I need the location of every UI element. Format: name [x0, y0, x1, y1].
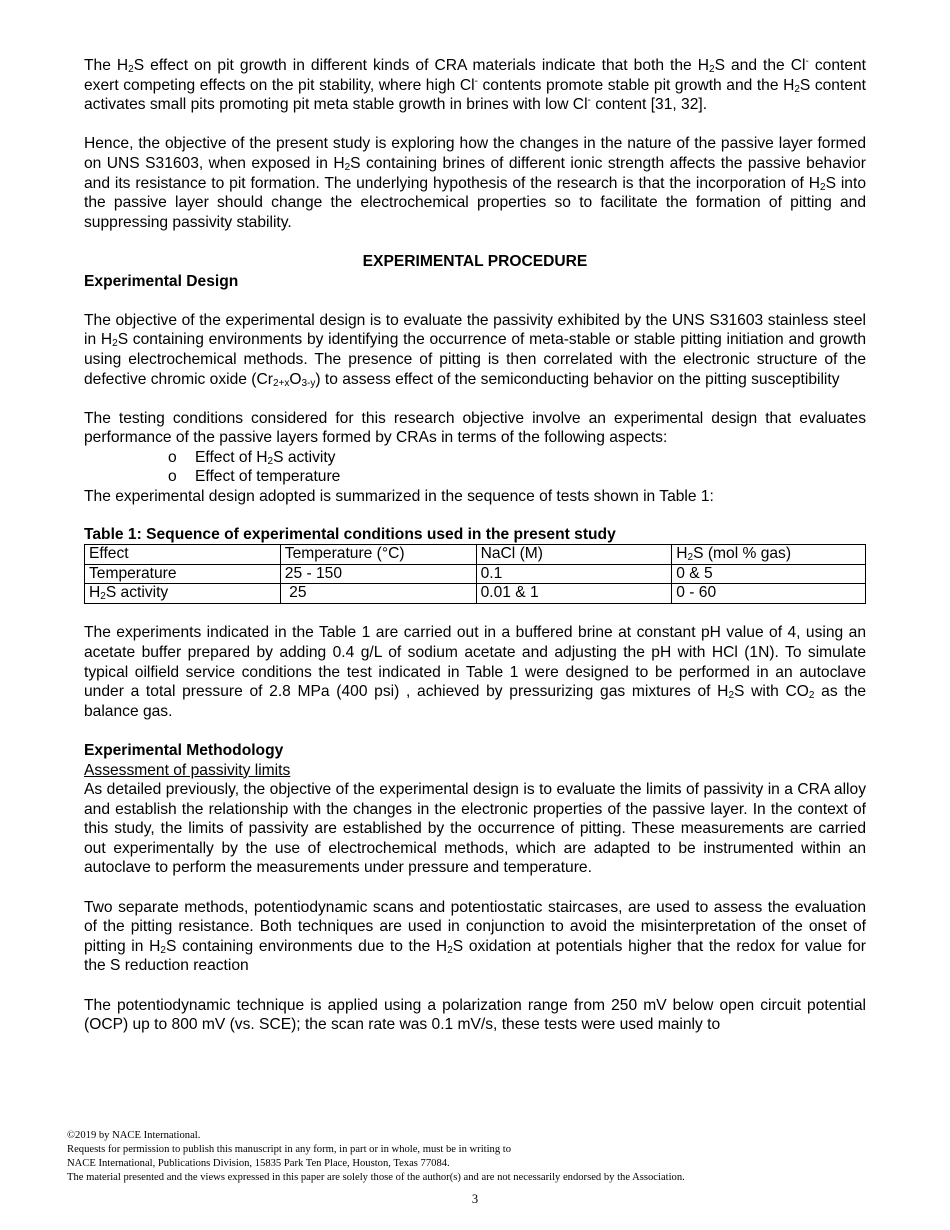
table-header-row [85, 545, 866, 565]
table-header-cell: $H_2S$ (mol % gas) [672, 545, 866, 565]
table-cell: Temperature [85, 564, 281, 584]
table-row [85, 564, 866, 584]
conditions-table [84, 544, 866, 604]
table-cell: 25 [280, 584, 476, 604]
page-body [84, 56, 866, 1035]
paragraph-potentiodynamic: The potentiodynamic technique is applied using a polarization range from 250 mV below open circuit potential (OCP) up to 800 mV (vs. SCE); the scan rate was 0.1 mV/s, these tests were used mainly to [84, 996, 866, 1034]
table-cell: 0.01 & 1 [476, 584, 672, 604]
table-row [85, 584, 866, 604]
paragraph-experiments-buffer: The experiments indicated in the Table 1 are carried out in a buffered brine at constant pH value of 4, using an acetate buffer prepared by adding 0.4 g/L of sodium acetate and adjusting the pH with HCl (1N). To simulate typical oilfield service conditions the test indicated in Table 1 were designed to be performed in an autoclave under a total pressure of 2.8 MPa (400 psi) , achieved by pressurizing gas mixtures of $H_2S$ with $CO_2$ as the balance gas. [84, 624, 867, 720]
paragraph-methods: Two separate methods, potentiodynamic scans and potentiostatic staircases, are used to assess the evaluation of the pitting resistance. Both techniques are used in conjunction to avoid the misinterpretation of the onset of pitting in $H_2S$ containing environments due to the $H_2S$ oxidation at potentials higher that the redox for value for the S reduction reaction [84, 898, 866, 975]
table-caption: Table 1: Sequence of experimental conditions used in the present study [84, 526, 616, 544]
subheading-passivity-limits: Assessment of passivity limits [84, 761, 291, 779]
table-cell: $H_2S$ activity [85, 584, 281, 604]
list-item: o Effect of temperature [168, 468, 341, 486]
footer-permission: Requests for permission to publish this manuscript in any form, in part or in whole, must be in writing to [67, 1144, 512, 1155]
paragraph-h2s-effect: The $H_2S$ effect on pit growth in different kinds of CRA materials indicate that both the $H_2S$ and the Cl- content exert competing effects on the pit stability, where high Cl- contents promote stable pit growth and the $H_2S$ content activates small pits promoting pit meta stable growth in brines with low Cl- content [31, 32]. [84, 56, 867, 114]
footer-copyright: ©2019 by NACE International. [67, 1130, 201, 1141]
bullet-circle-icon: o [168, 468, 177, 486]
page-number: 3 [471, 1192, 479, 1206]
section-title: EXPERIMENTAL PROCEDURE [362, 252, 588, 270]
table-cell: 0.1 [476, 564, 672, 584]
bullet-circle-icon: o [168, 448, 177, 466]
aspects-list [84, 448, 866, 487]
footer [67, 1129, 887, 1185]
heading-experimental-design: Experimental Design [84, 272, 239, 290]
table-header-cell: Temperature (°C) [280, 545, 476, 565]
paragraph-design-objective: The objective of the experimental design is to evaluate the passivity exhibited by the UNS S31603 stainless steel in $H_2S$ containing environments by identifying the occurrence of meta-stable or stable pitting initiation and growth using electrochemical methods. The presence of pitting is then correlated with the electronic structure of the defective chromic oxide $(Cr_{2+x}O_{3-y})$ to assess effect of the semiconducting behavior on the pitting susceptibility [84, 311, 866, 389]
paragraph-design-summary: The experimental design adopted is summarized in the sequence of tests shown in Table 1: [84, 488, 714, 506]
footer-disclaimer: The material presented and the views expressed in this paper are solely those of the author(s) and are not necessarily endorsed by the Association. [67, 1172, 685, 1183]
table-cell: 0 & 5 [672, 564, 866, 584]
paragraph-passivity-limits: As detailed previously, the objective of the experimental design is to evaluate the limits of passivity in a CRA alloy and establish the relationship with the changes in the electronic properties of the passive layer. In the context of this study, the limits of passivity are established by the occurrence of pitting. These measurements are carried out experimentally by the use of electrochemical methods, which are adapted to be instrumented within an autoclave to perform the measurements under pressure and temperature. [84, 781, 866, 877]
list-item: o Effect of $H_2S$ activity [168, 448, 336, 467]
footer-address: NACE International, Publications Division, 15835 Park Ten Place, Houston, Texas 77084. [67, 1158, 450, 1169]
paragraph-testing-conditions: The testing conditions considered for this research objective involve an experimental design that evaluates performance of the passive layers formed by CRAs in terms of the following aspects: [84, 409, 866, 447]
table-header-cell: Effect [85, 545, 281, 565]
table-cell: 0 - 60 [672, 584, 866, 604]
table-header-cell: NaCl (M) [476, 545, 672, 565]
paragraph-objective: Hence, the objective of the present study is exploring how the changes in the nature of the passive layer formed on UNS S31603, when exposed in $H_2S$ containing brines of different ionic strength affects the passive behavior and its resistance to pit formation. The underlying hypothesis of the research is that the incorporation of $H_2S$ into the passive layer should change the electrochemical properties so to facilitate the formation of pitting and suppressing passivity stability. [84, 135, 866, 231]
table-cell: 25 - 150 [280, 564, 476, 584]
heading-experimental-methodology: Experimental Methodology [84, 741, 284, 759]
